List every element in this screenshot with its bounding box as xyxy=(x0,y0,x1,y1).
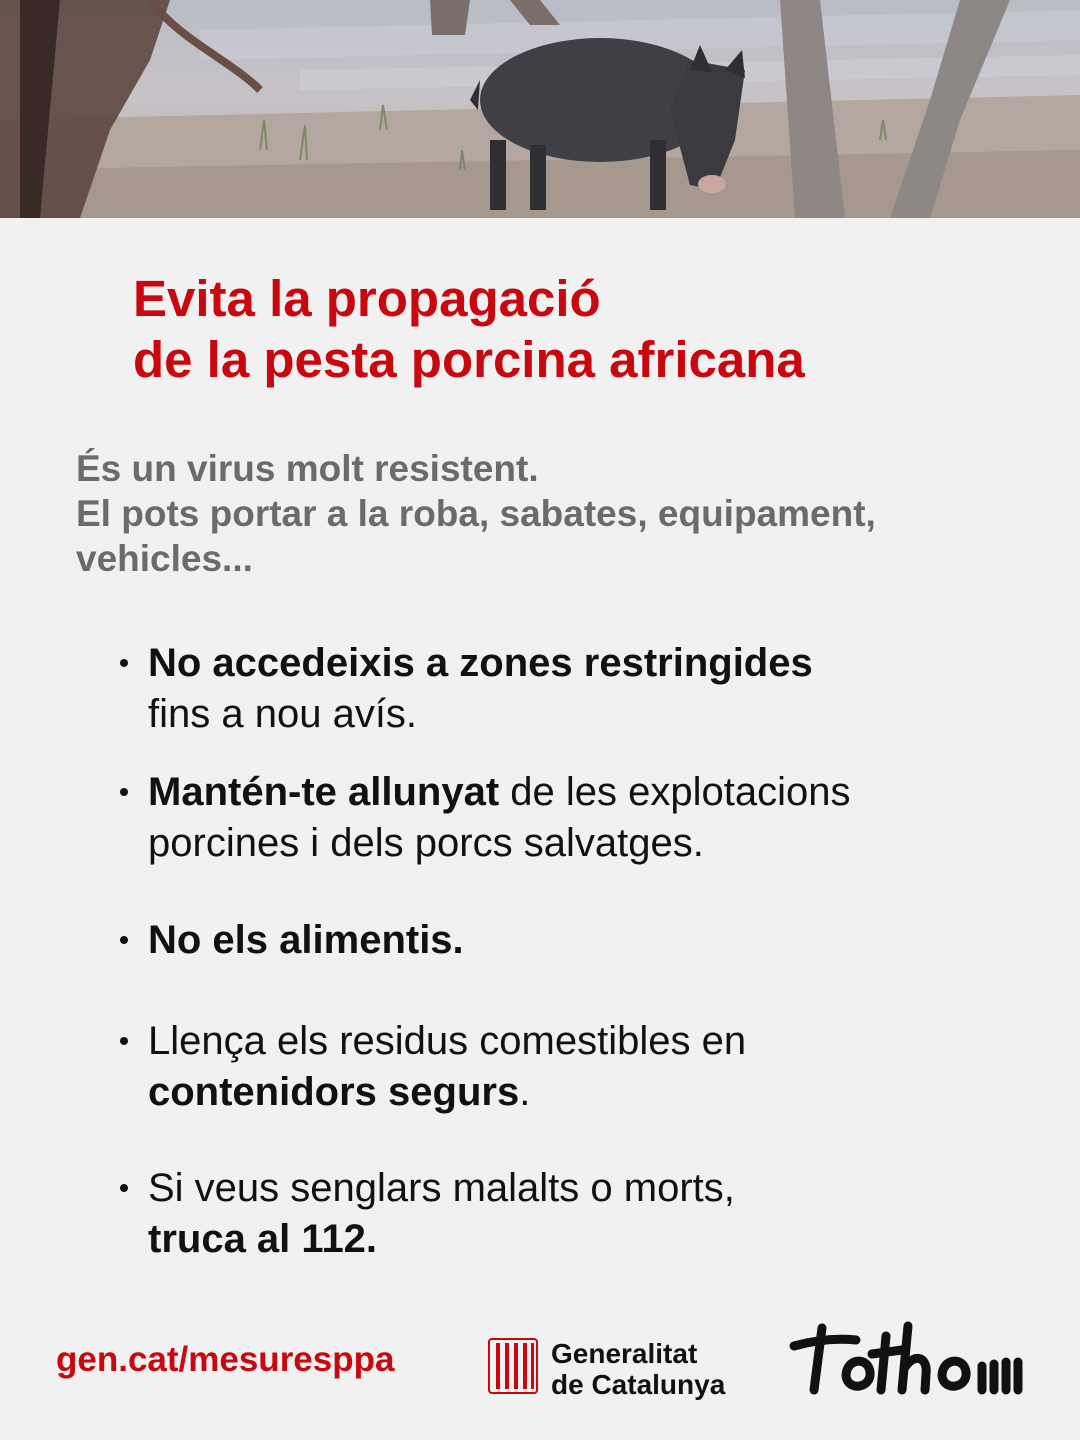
list-item xyxy=(148,638,1048,740)
bullet-emphasis: Mantén-te allunyat xyxy=(148,770,500,814)
list-item xyxy=(148,1163,1048,1265)
bullet-dot xyxy=(120,1037,128,1045)
generalitat-logo-icon xyxy=(488,1338,538,1394)
hero-photo xyxy=(0,0,1080,218)
bullet-dot xyxy=(120,1184,128,1192)
title-line: Evita la propagació xyxy=(133,270,601,327)
organization-name-line: Generalitat xyxy=(551,1338,698,1369)
bullet-text: porcines i dels porcs salvatges. xyxy=(148,821,704,865)
title-line: de la pesta porcina africana xyxy=(133,331,805,388)
bullet-text: de les explotacions xyxy=(499,770,851,814)
tree-trunk xyxy=(510,0,560,25)
bullet-emphasis: No accedeixis a zones restringides xyxy=(148,641,813,685)
list-item xyxy=(148,767,1048,869)
intro-line: El pots portar a la roba, sabates, equipament, xyxy=(76,493,876,534)
list-item xyxy=(148,1016,1048,1118)
bullet-text: Si veus senglars malalts o morts, xyxy=(148,1166,735,1210)
organization-name-line: de Catalunya xyxy=(551,1369,726,1400)
list-item xyxy=(148,915,1048,966)
bullet-dot xyxy=(120,788,128,796)
intro-line: És un virus molt resistent. xyxy=(76,448,539,489)
bullet-dot xyxy=(120,936,128,944)
bullet-emphasis: No els alimentis. xyxy=(148,918,464,962)
tree-trunk xyxy=(430,0,470,35)
bullet-text: Llença els residus comestibles en xyxy=(148,1019,747,1063)
tothom-logo-icon xyxy=(786,1318,1026,1402)
bullet-text: fins a nou avís. xyxy=(148,692,418,736)
bullet-dot xyxy=(120,659,128,667)
bullet-emphasis: truca al 112. xyxy=(148,1217,378,1261)
organization-name xyxy=(551,1338,725,1400)
bullet-text: . xyxy=(519,1070,531,1114)
wild-boar-photo xyxy=(0,0,1080,218)
intro-line: vehicles... xyxy=(76,538,253,579)
page-title xyxy=(133,268,805,390)
bullet-emphasis: contenidors segurs xyxy=(148,1070,520,1114)
intro-text xyxy=(76,446,1036,581)
campaign-link[interactable]: gen.cat/mesuresppa xyxy=(56,1340,395,1379)
